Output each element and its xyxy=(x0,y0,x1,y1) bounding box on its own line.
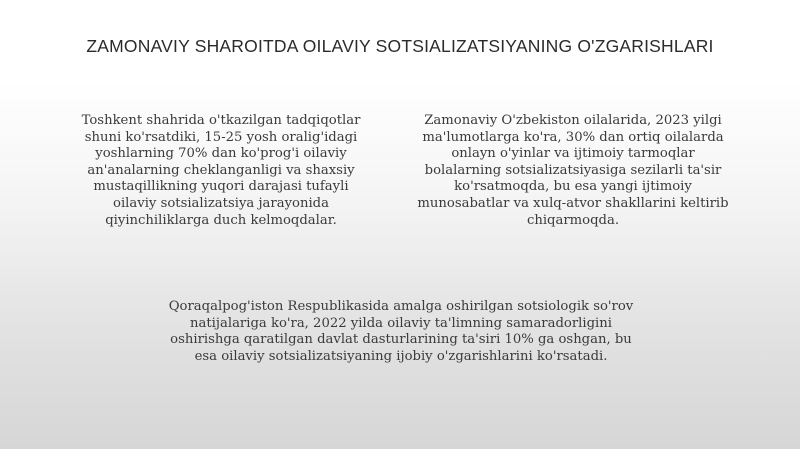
left-text-line: yoshlarning 70% dan ko'prog'i oilaviy xyxy=(95,146,347,162)
right-text-line: ma'lumotlarga ko'ra, 30% dan ortiq oilalarda xyxy=(422,129,724,145)
bottom-text-line: Qoraqalpog'iston Respublikasida amalga oshirilgan sotsiologik so'rov xyxy=(168,299,634,314)
right-text-line: Zamonaviy O'zbekiston oilalarida, 2023 yilgi xyxy=(424,113,722,128)
left-text-line: Toshkent shahrida o'tkazilgan tadqiqotlar xyxy=(81,113,361,128)
bottom-text-block xyxy=(148,299,654,365)
right-text-line: munosabatlar va xulq-atvor shakllarini keltirib xyxy=(417,195,729,211)
left-text-block xyxy=(62,113,380,229)
right-text-line: ko'rsatmoqda, bu esa yangi ijtimoiy xyxy=(454,179,692,195)
right-text-block xyxy=(398,113,748,229)
left-text-line: oilaviy sotsializatsiya jarayonida xyxy=(113,195,329,211)
bottom-text-line: oshirishga qaratilgan davlat dasturlarining ta'siri 10% ga oshgan, bu xyxy=(170,332,632,348)
slide-title: ZAMONAVIY SHAROITDA OILAVIY SOTSIALIZATSIYANING O'ZGARISHLARI xyxy=(86,36,714,56)
right-text-line: chiqarmoqda. xyxy=(526,212,620,228)
right-text-line: onlayn o'yinlar va ijtimoiy tarmoqlar xyxy=(451,146,695,162)
left-text-line: qiyinchiliklarga duch kelmoqdalar. xyxy=(105,212,337,228)
right-text-line: bolalarning sotsializatsiyasiga sezilarli ta'sir xyxy=(424,162,722,178)
bottom-text-line: natijalariga ko'ra, 2022 yilda oilaviy ta'limning samaradorligini xyxy=(190,315,612,331)
left-text-line: mustaqillikning yuqori darajasi tufayli xyxy=(93,179,349,195)
left-text-line: an'analarning cheklanganligi va shaxsiy xyxy=(87,162,355,178)
bottom-text-line: esa oilaviy sotsializatsiyaning ijobiy o'zgarishlarini ko'rsatadi. xyxy=(194,348,608,364)
left-text-line: shuni ko'rsatdiki, 15-25 yosh oralig'idagi xyxy=(84,129,358,145)
